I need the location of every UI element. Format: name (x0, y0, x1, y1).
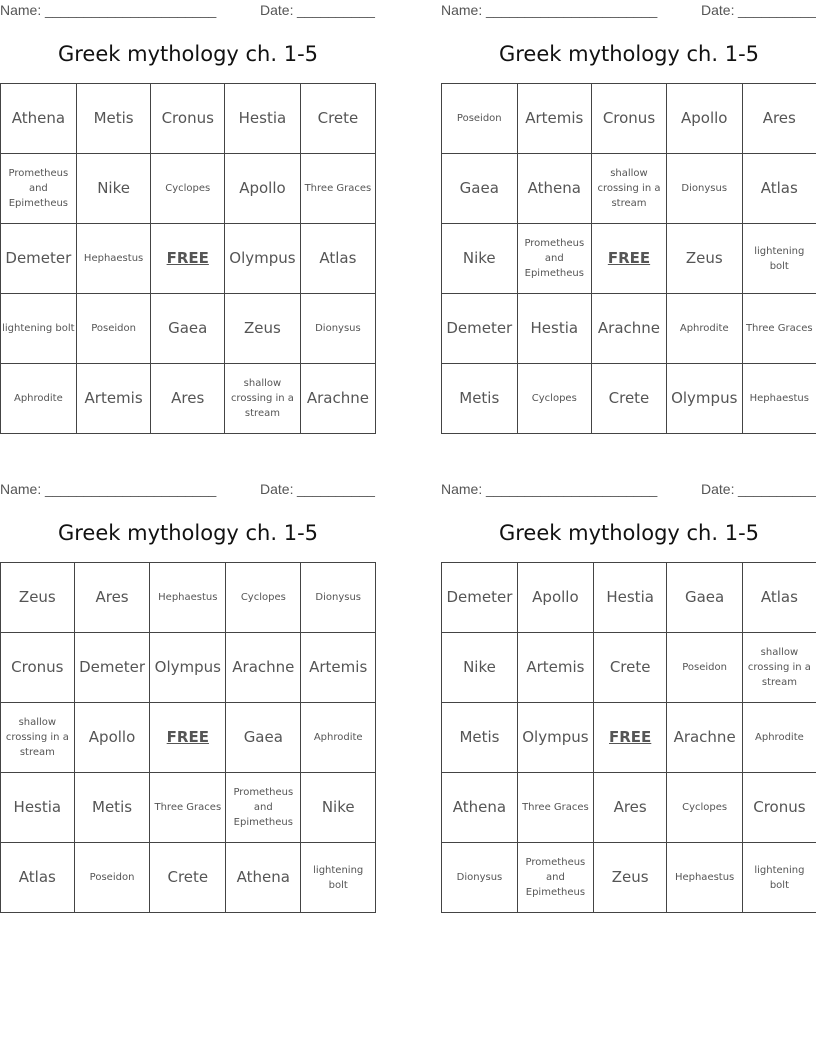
grid-row (442, 224, 816, 294)
bingo-cell: Demeter (442, 563, 518, 633)
grid-row (442, 703, 816, 773)
bingo-card-4 (441, 479, 816, 919)
bingo-cell: Aphrodite (666, 294, 742, 364)
bingo-cell: Metis (74, 773, 150, 843)
card-header (0, 481, 376, 499)
bingo-cell: Zeus (666, 224, 742, 294)
bingo-cell: Arachne (592, 294, 667, 364)
bingo-cell: Zeus (225, 294, 301, 364)
bingo-cell: Artemis (517, 84, 591, 154)
name-label: Name: (0, 2, 42, 18)
grid-row (1, 633, 376, 703)
bingo-cell: Aphrodite (301, 703, 376, 773)
bingo-cell: Hestia (593, 563, 667, 633)
bingo-cell: Olympus (225, 224, 301, 294)
bingo-cell: Arachne (226, 633, 301, 703)
date-label: Date: (260, 2, 294, 18)
bingo-cell: lightening bolt (301, 843, 376, 913)
bingo-cell: lightening bolt (742, 224, 816, 294)
bingo-cell: Hephaestus (76, 224, 151, 294)
bingo-cell: Athena (226, 843, 301, 913)
bingo-cell: Poseidon (76, 294, 151, 364)
bingo-cell: Gaea (151, 294, 225, 364)
bingo-cell: Cronus (592, 84, 667, 154)
free-space: FREE (150, 703, 226, 773)
bingo-cell: Cyclopes (226, 563, 301, 633)
grid-row (442, 364, 816, 434)
bingo-cell: Cyclopes (151, 154, 225, 224)
grid-row (1, 84, 376, 154)
bingo-cell: Artemis (301, 633, 376, 703)
grid-row (1, 294, 376, 364)
bingo-cell: Hestia (517, 294, 591, 364)
free-space: FREE (592, 224, 667, 294)
bingo-cell: Dionysus (301, 563, 376, 633)
bingo-cell: Ares (151, 364, 225, 434)
grid-row (442, 773, 816, 843)
bingo-cell: Athena (1, 84, 77, 154)
card-header (441, 2, 816, 20)
bingo-cell: Cyclopes (517, 364, 591, 434)
bingo-card-2 (441, 0, 816, 440)
bingo-cell: lightening bolt (742, 843, 816, 913)
bingo-cell: Zeus (1, 563, 75, 633)
grid-row (442, 563, 816, 633)
bingo-cell: Hestia (225, 84, 301, 154)
bingo-cell: Apollo (517, 563, 593, 633)
bingo-card-1 (0, 0, 376, 440)
bingo-cell: Gaea (442, 154, 518, 224)
bingo-cell: Nike (76, 154, 151, 224)
bingo-cell: Nike (301, 773, 376, 843)
grid-row (442, 633, 816, 703)
name-line: ______________________ (486, 481, 658, 497)
bingo-cell: Cyclopes (667, 773, 742, 843)
bingo-cell: Crete (593, 633, 667, 703)
bingo-cell: Cronus (1, 633, 75, 703)
name-line: ______________________ (45, 2, 217, 18)
bingo-cell: Three Graces (300, 154, 375, 224)
bingo-cell: Crete (300, 84, 375, 154)
bingo-cell: Prometheus and Epimetheus (1, 154, 77, 224)
name-label: Name: (441, 2, 483, 18)
bingo-cell: Demeter (442, 294, 518, 364)
bingo-grid (441, 83, 816, 434)
bingo-cell: Three Graces (742, 294, 816, 364)
bingo-cell: Demeter (1, 224, 77, 294)
date-label: Date: (260, 481, 294, 497)
bingo-cell: Apollo (666, 84, 742, 154)
card-title: Greek mythology ch. 1-5 (498, 521, 760, 545)
bingo-cell: shallow crossing in a stream (742, 633, 816, 703)
bingo-cell: Atlas (742, 563, 816, 633)
bingo-cell: Prometheus and Epimetheus (517, 843, 593, 913)
date-line: __________ (738, 481, 816, 497)
card-title: Greek mythology ch. 1-5 (57, 42, 319, 66)
name-line: ______________________ (45, 481, 217, 497)
bingo-cell: Dionysus (300, 294, 375, 364)
date-label: Date: (701, 481, 735, 497)
bingo-cell: lightening bolt (1, 294, 77, 364)
date-line: __________ (297, 481, 375, 497)
bingo-cell: Arachne (300, 364, 375, 434)
bingo-cell: Atlas (1, 843, 75, 913)
bingo-cell: Three Graces (517, 773, 593, 843)
date-line: __________ (297, 2, 375, 18)
bingo-cell: Olympus (517, 703, 593, 773)
bingo-cell: Atlas (300, 224, 375, 294)
bingo-cell: Artemis (517, 633, 593, 703)
bingo-cell: Aphrodite (742, 703, 816, 773)
bingo-cell: Poseidon (442, 84, 518, 154)
grid-row (1, 154, 376, 224)
bingo-grid (441, 562, 816, 913)
grid-row (442, 84, 816, 154)
bingo-cell: Prometheus and Epimetheus (517, 224, 591, 294)
bingo-cell: Poseidon (74, 843, 150, 913)
bingo-cell: Dionysus (442, 843, 518, 913)
bingo-cell: Cronus (742, 773, 816, 843)
bingo-cell: Metis (442, 703, 518, 773)
bingo-cell: Hephaestus (667, 843, 742, 913)
grid-row (442, 843, 816, 913)
bingo-cell: Olympus (150, 633, 226, 703)
free-space: FREE (151, 224, 225, 294)
bingo-grid (0, 562, 376, 913)
grid-row (442, 294, 816, 364)
bingo-cell: Arachne (667, 703, 742, 773)
bingo-cell: Crete (150, 843, 226, 913)
bingo-cell: Crete (592, 364, 667, 434)
grid-row (1, 364, 376, 434)
bingo-cell: Metis (442, 364, 518, 434)
bingo-cell: Gaea (667, 563, 742, 633)
bingo-cell: Hestia (1, 773, 75, 843)
bingo-cell: Aphrodite (1, 364, 77, 434)
bingo-grid (0, 83, 376, 434)
bingo-cell: Nike (442, 633, 518, 703)
bingo-cell: Nike (442, 224, 518, 294)
bingo-cell: Artemis (76, 364, 151, 434)
bingo-cell: shallow crossing in a stream (225, 364, 301, 434)
bingo-cell: Prometheus and Epimetheus (226, 773, 301, 843)
grid-row (442, 154, 816, 224)
bingo-cell: Hephaestus (150, 563, 226, 633)
bingo-cell: Gaea (226, 703, 301, 773)
bingo-cell: Three Graces (150, 773, 226, 843)
bingo-cell: Olympus (666, 364, 742, 434)
bingo-cell: shallow crossing in a stream (592, 154, 667, 224)
date-line: __________ (738, 2, 816, 18)
name-label: Name: (0, 481, 42, 497)
card-header (0, 2, 376, 20)
grid-row (1, 773, 376, 843)
card-title: Greek mythology ch. 1-5 (498, 42, 760, 66)
date-label: Date: (701, 2, 735, 18)
bingo-cell: Athena (442, 773, 518, 843)
name-line: ______________________ (486, 2, 658, 18)
name-label: Name: (441, 481, 483, 497)
bingo-cell: Apollo (225, 154, 301, 224)
bingo-cell: Hephaestus (742, 364, 816, 434)
card-title: Greek mythology ch. 1-5 (57, 521, 319, 545)
bingo-cell: Ares (593, 773, 667, 843)
bingo-card-3 (0, 479, 376, 919)
bingo-cell: Atlas (742, 154, 816, 224)
bingo-cell: Athena (517, 154, 591, 224)
bingo-cell: Cronus (151, 84, 225, 154)
bingo-cell: Ares (74, 563, 150, 633)
bingo-cell: Zeus (593, 843, 667, 913)
card-header (441, 481, 816, 499)
grid-row (1, 563, 376, 633)
bingo-cell: Poseidon (667, 633, 742, 703)
grid-row (1, 224, 376, 294)
bingo-cell: Apollo (74, 703, 150, 773)
bingo-cell: Dionysus (666, 154, 742, 224)
grid-row (1, 703, 376, 773)
grid-row (1, 843, 376, 913)
bingo-cell: Ares (742, 84, 816, 154)
free-space: FREE (593, 703, 667, 773)
bingo-cell: shallow crossing in a stream (1, 703, 75, 773)
bingo-cell: Metis (76, 84, 151, 154)
bingo-cell: Demeter (74, 633, 150, 703)
